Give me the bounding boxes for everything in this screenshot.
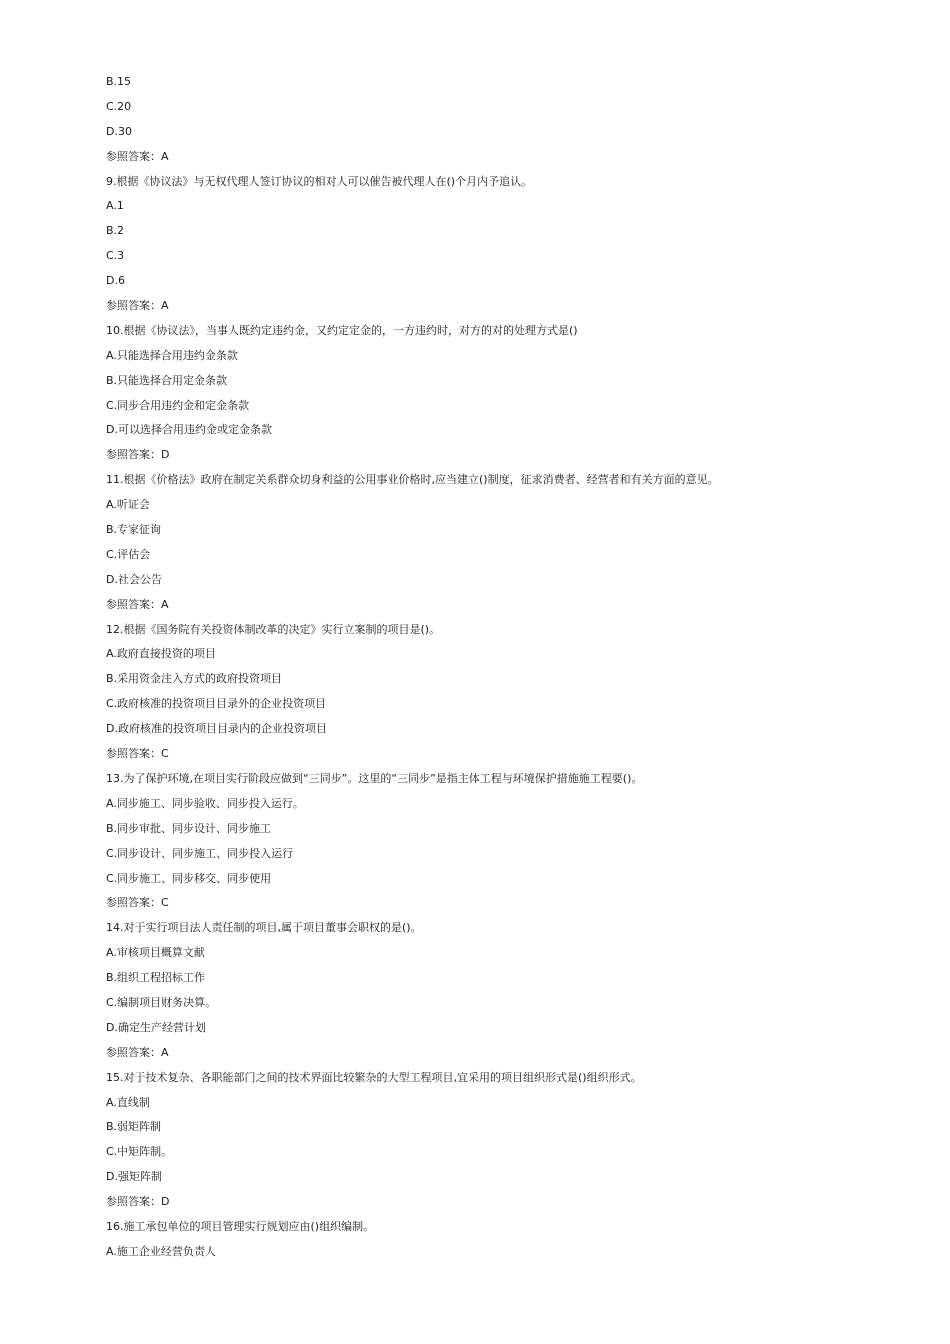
answer-text: 参照答案：D bbox=[106, 448, 170, 462]
answer-text: 参照答案：C bbox=[106, 747, 169, 761]
question-text: 9.根据《协议法》与无权代理人签订协议的相对人可以催告被代理人在()个月内予追认。 bbox=[106, 174, 533, 188]
document-body bbox=[106, 72, 906, 1267]
question-text: 10.根据《协议法》，当事人既约定违约金，又约定定金的，一方违约时，对方的对的处理方式是() bbox=[106, 323, 578, 337]
option-text: D.30 bbox=[106, 124, 132, 138]
option-text: B.弱矩阵制 bbox=[106, 1120, 162, 1134]
option-text: C.中矩阵制。 bbox=[106, 1145, 173, 1159]
option-text: A.政府直接投资的项目 bbox=[106, 647, 216, 661]
answer-text: 参照答案：D bbox=[106, 1195, 170, 1209]
option-text: C.同步施工、同步移交、同步使用 bbox=[106, 871, 272, 885]
option-text: C.评估会 bbox=[106, 547, 151, 561]
option-text: D.政府核准的投资项目目录内的企业投资项目 bbox=[106, 722, 327, 736]
option-text: D.可以选择合用违约金或定金条款 bbox=[106, 423, 272, 437]
option-text: A.同步施工、同步验收、同步投入运行。 bbox=[106, 796, 304, 810]
question-text: 13.为了保护环境,在项目实行阶段应做到“三同步”。这里的“三同步”是指主体工程与环境保护措施施工程要()。 bbox=[106, 771, 643, 785]
option-text: B.只能选择合用定金条款 bbox=[106, 373, 228, 387]
option-text: B.采用资金注入方式的政府投资项目 bbox=[106, 672, 283, 686]
option-text: B.同步审批、同步设计、同步施工 bbox=[106, 821, 272, 835]
answer-text: 参照答案：A bbox=[106, 299, 169, 313]
option-text: C.同步合用违约金和定金条款 bbox=[106, 398, 250, 412]
option-text: C.20 bbox=[106, 99, 132, 113]
option-text: A.1 bbox=[106, 199, 124, 213]
answer-text: 参照答案：A bbox=[106, 597, 169, 611]
question-text: 14.对于实行项目法人责任制的项目,属于项目董事会职权的是()。 bbox=[106, 921, 422, 935]
option-text: D.强矩阵制 bbox=[106, 1170, 162, 1184]
option-text: D.社会公告 bbox=[106, 572, 162, 586]
option-text: B.15 bbox=[106, 75, 132, 88]
option-text: D.确定生产经营计划 bbox=[106, 1020, 206, 1034]
question-text: 11.根据《价格法》政府在制定关系群众切身利益的公用事业价格时,应当建立()制度，征求消费者、经营者和有关方面的意见。 bbox=[106, 473, 719, 487]
answer-text: 参照答案：A bbox=[106, 149, 169, 163]
option-text: A.审核项目概算文献 bbox=[106, 946, 205, 960]
answer-text: 参照答案：C bbox=[106, 896, 169, 910]
option-text: C.3 bbox=[106, 249, 125, 263]
answer-text: 参照答案：A bbox=[106, 1045, 169, 1059]
option-text: A.只能选择合用违约金条款 bbox=[106, 348, 238, 362]
option-text: B.专家征询 bbox=[106, 523, 162, 537]
option-text: A.听证会 bbox=[106, 498, 150, 512]
option-text: B.组织工程招标工作 bbox=[106, 971, 206, 985]
option-text: A.直线制 bbox=[106, 1095, 150, 1109]
question-text: 16.施工承包单位的项目管理实行规划应由()组织编制。 bbox=[106, 1219, 375, 1233]
option-text: B.2 bbox=[106, 224, 125, 238]
question-text: 15.对于技术复杂、各职能部门之间的技术界面比较繁杂的大型工程项目,宜采用的项目组织形式是()组织形式。 bbox=[106, 1070, 642, 1084]
option-text: A.施工企业经营负责人 bbox=[106, 1244, 216, 1258]
option-text: C.同步设计、同步施工、同步投入运行 bbox=[106, 846, 294, 860]
option-text: D.6 bbox=[106, 274, 125, 288]
question-text: 12.根据《国务院有关投资体制改革的决定》实行立案制的项目是()。 bbox=[106, 622, 441, 636]
option-text: C.政府核准的投资项目目录外的企业投资项目 bbox=[106, 697, 327, 711]
option-text: C.编制项目财务决算。 bbox=[106, 995, 217, 1009]
